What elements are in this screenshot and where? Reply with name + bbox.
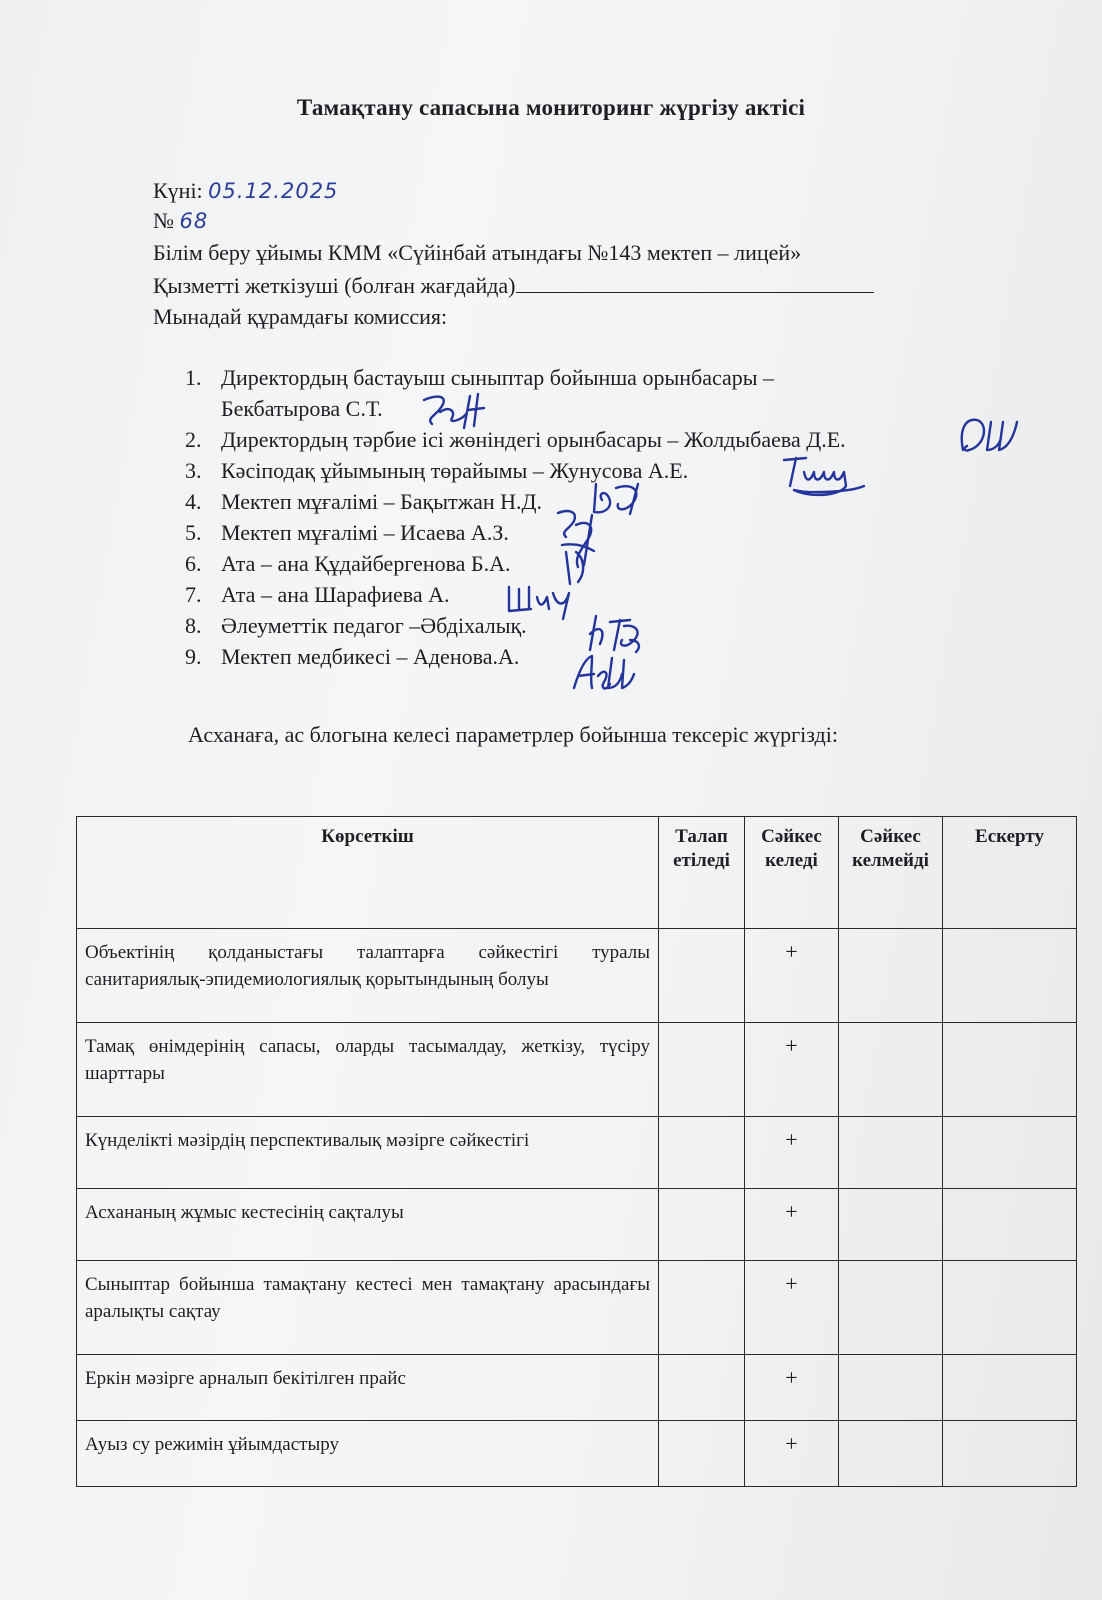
row-required [659,1189,745,1261]
row-required [659,1117,745,1189]
table-row [77,1189,1077,1261]
signature-9-icon [570,648,640,698]
member-text: Ата – ана Шарафиева А. [221,582,450,607]
header-noncompliant: Сәйкес келмейді [839,817,943,929]
member-item [185,424,846,455]
member-number: 1. [185,365,202,390]
date-label: Күні: [153,178,203,203]
number-value: 68 [179,209,209,233]
signature-3-icon [780,452,870,502]
member-item [185,362,846,424]
row-compliant-mark: + [745,1355,839,1421]
row-required [659,1261,745,1355]
row-indicator: Ауыз су режимін ұйымдастыру [77,1421,659,1487]
date-line [153,178,338,204]
header-required: Талап етіледі [659,817,745,929]
member-number: 7. [185,582,202,607]
signature-1-icon [418,392,498,432]
commission-label: Мынадай құрамдағы комиссия: [153,304,448,329]
member-text: Мектеп мұғалімі – Бақытжан Н.Д. [221,489,542,514]
date-value: 05.12.2025 [208,179,339,203]
member-item [185,641,846,672]
supplier-blank [516,272,874,293]
row-compliant-mark: + [745,1117,839,1189]
signature-7-icon [505,577,585,621]
member-number: 3. [185,458,202,483]
row-compliant-mark: + [745,1261,839,1355]
row-note [943,1189,1077,1261]
row-noncompliant [839,1189,943,1261]
row-compliant-mark: + [745,1421,839,1487]
row-indicator: Объектінің қолданыстағы талаптарға сәйкестігі туралы санитариялық-эпидемиологиялық қорытындының болуы [77,929,659,1023]
member-text: Директордың тәрбие ісі жөніндегі орынбасары – Жолдыбаева Д.Е. [221,427,846,452]
table-row [77,1355,1077,1421]
row-note [943,929,1077,1023]
supplier-label: Қызметті жеткізуші (болған жағдайда) [153,273,516,298]
table-row [77,929,1077,1023]
table-row [77,1421,1077,1487]
organization-line: Білім беру ұйымы КММ «Сүйінбай атындағы №143 мектеп – лицей» [153,240,802,265]
header-note: Ескерту [943,817,1077,929]
row-indicator: Асхананың жұмыс кестесінің сақталуы [77,1189,659,1261]
inspection-table [76,816,1077,1487]
row-noncompliant [839,929,943,1023]
table-header-row [77,817,1077,929]
row-indicator: Еркін мәзірге арналып бекітілген прайс [77,1355,659,1421]
row-noncompliant [839,1421,943,1487]
member-text: Әлеуметтік педагог –Әбдіхалық. [221,613,527,638]
number-label: № [153,208,174,233]
row-note [943,1117,1077,1189]
member-text-continued: Бекбатырова С.Т. [221,396,383,421]
member-number: 4. [185,489,202,514]
number-line [153,208,208,234]
row-indicator: Сыныптар бойынша тамақтану кестесі мен тамақтану арасындағы аралықты сақтау [77,1261,659,1355]
row-compliant-mark: + [745,929,839,1023]
table-row [77,1117,1077,1189]
row-noncompliant [839,1117,943,1189]
table-row [77,1023,1077,1117]
supplier-line [153,272,874,299]
inspection-intro: Асханаға, ас блогына келесі параметрлер бойынша тексеріс жүргізді: [188,722,838,747]
row-required [659,1421,745,1487]
commission-list [185,362,846,672]
row-noncompliant [839,1023,943,1117]
member-number: 8. [185,613,202,638]
member-item [185,455,846,486]
row-note [943,1261,1077,1355]
member-number: 2. [185,427,202,452]
member-text: Мектеп мұғалімі – Исаева А.З. [221,520,509,545]
member-item [185,486,846,517]
row-noncompliant [839,1355,943,1421]
row-required [659,1023,745,1117]
row-required [659,1355,745,1421]
member-text: Мектеп медбикесі – Аденова.А. [221,644,520,669]
row-required [659,929,745,1023]
member-text: Директордың бастауыш сыныптар бойынша орынбасары – [221,365,775,390]
member-number: 9. [185,644,202,669]
row-compliant-mark: + [745,1189,839,1261]
member-number: 5. [185,520,202,545]
row-indicator: Тамақ өнімдерінің сапасы, оларды тасымалдау, жеткізу, түсіру шарттары [77,1023,659,1117]
member-text: Кәсіподақ ұйымының төрайымы – Жунусова А.Е. [221,458,689,483]
header-compliant: Сәйкес келеді [745,817,839,929]
row-indicator: Күнделікті мәзірдің перспективалық мәзірге сәйкестігі [77,1117,659,1189]
document-title: Тамақтану сапасына мониторинг жүргізу актісі [296,95,806,120]
member-text: Ата – ана Құдайбергенова Б.А. [221,551,511,576]
header-indicator: Көрсеткіш [77,817,659,929]
row-compliant-mark: + [745,1023,839,1117]
signature-2-icon [955,410,1025,460]
member-item [185,517,846,548]
row-note [943,1355,1077,1421]
member-item [185,548,846,579]
row-note [943,1023,1077,1117]
table-row [77,1261,1077,1355]
member-number: 6. [185,551,202,576]
row-noncompliant [839,1261,943,1355]
row-note [943,1421,1077,1487]
